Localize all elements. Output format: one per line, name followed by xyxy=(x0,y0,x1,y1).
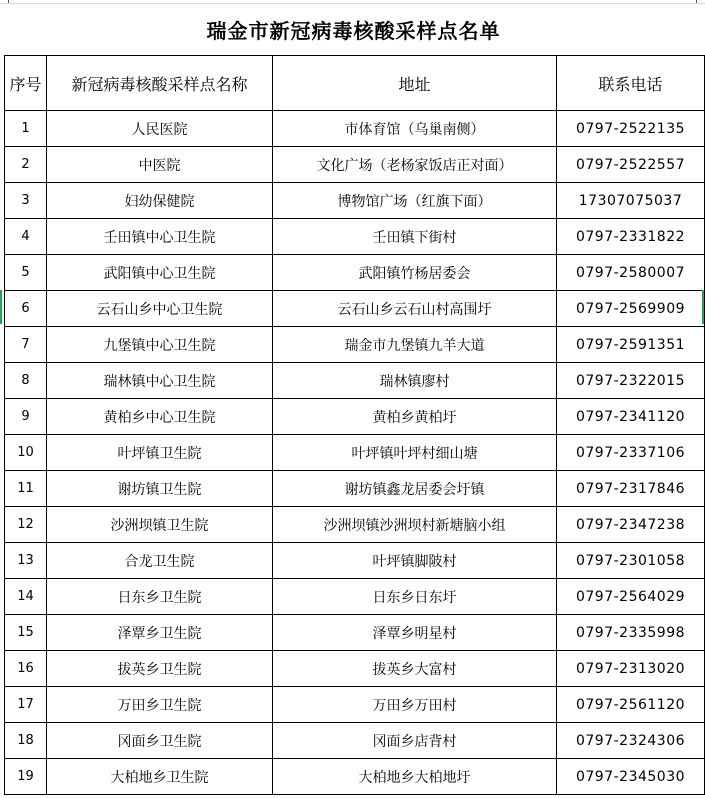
cell-index[interactable]: 8 xyxy=(5,363,47,399)
cell-site-name[interactable]: 中医院 xyxy=(47,147,273,183)
cell-phone[interactable]: 0797-2313020 xyxy=(557,651,705,687)
cell-phone[interactable]: 0797-2522135 xyxy=(557,111,705,147)
cell-site-name[interactable]: 合龙卫生院 xyxy=(47,543,273,579)
cell-site-name[interactable]: 黄柏乡中心卫生院 xyxy=(47,399,273,435)
table-row xyxy=(5,435,705,471)
cell-phone[interactable]: 0797-2301058 xyxy=(557,543,705,579)
header-index[interactable]: 序号 xyxy=(5,56,47,111)
table-row xyxy=(5,327,705,363)
cell-address[interactable]: 云石山乡云石山村高围圩 xyxy=(273,291,557,327)
cell-phone[interactable]: 0797-2580007 xyxy=(557,255,705,291)
cell-address[interactable]: 瑞林镇廖村 xyxy=(273,363,557,399)
cell-address[interactable]: 博物馆广场（红旗下面） xyxy=(273,183,557,219)
cell-phone[interactable]: 0797-2347238 xyxy=(557,507,705,543)
cell-site-name[interactable]: 瑞林镇中心卫生院 xyxy=(47,363,273,399)
cell-address[interactable]: 瑞金市九堡镇九羊大道 xyxy=(273,327,557,363)
cell-phone[interactable]: 0797-2317846 xyxy=(557,471,705,507)
cell-phone[interactable]: 0797-2345030 xyxy=(557,759,705,795)
table-row xyxy=(5,291,705,327)
table-row xyxy=(5,507,705,543)
cell-address[interactable]: 壬田镇下街村 xyxy=(273,219,557,255)
table-row xyxy=(5,651,705,687)
cell-address[interactable]: 沙洲坝镇沙洲坝村新塘脑小组 xyxy=(273,507,557,543)
header-address[interactable]: 地址 xyxy=(273,56,557,111)
cell-site-name[interactable]: 壬田镇中心卫生院 xyxy=(47,219,273,255)
table-row xyxy=(5,471,705,507)
cell-phone[interactable]: 0797-2522557 xyxy=(557,147,705,183)
cell-phone[interactable]: 0797-2335998 xyxy=(557,615,705,651)
cell-index[interactable]: 10 xyxy=(5,435,47,471)
table-row xyxy=(5,615,705,651)
cell-site-name[interactable]: 武阳镇中心卫生院 xyxy=(47,255,273,291)
table-row xyxy=(5,363,705,399)
cell-phone[interactable]: 0797-2341120 xyxy=(557,399,705,435)
table-row xyxy=(5,111,705,147)
cell-address[interactable]: 文化广场（老杨家饭店正对面） xyxy=(273,147,557,183)
cell-index[interactable]: 13 xyxy=(5,543,47,579)
cell-index[interactable]: 11 xyxy=(5,471,47,507)
cell-site-name[interactable]: 泽覃乡卫生院 xyxy=(47,615,273,651)
table-row xyxy=(5,687,705,723)
table-row xyxy=(5,759,705,795)
column-divider xyxy=(696,0,697,3)
column-divider xyxy=(8,0,9,3)
selected-row-marker-right xyxy=(702,290,704,324)
cell-address[interactable]: 冈面乡店背村 xyxy=(273,723,557,759)
cell-phone[interactable]: 0797-2561120 xyxy=(557,687,705,723)
cell-address[interactable]: 万田乡万田村 xyxy=(273,687,557,723)
cell-address[interactable]: 日东乡日东圩 xyxy=(273,579,557,615)
cell-index[interactable]: 7 xyxy=(5,327,47,363)
table-header-row xyxy=(5,56,705,111)
cell-site-name[interactable]: 九堡镇中心卫生院 xyxy=(47,327,273,363)
cell-address[interactable]: 谢坊镇鑫龙居委会圩镇 xyxy=(273,471,557,507)
cell-address[interactable]: 叶坪镇脚陂村 xyxy=(273,543,557,579)
cell-index[interactable]: 16 xyxy=(5,651,47,687)
cell-site-name[interactable]: 谢坊镇卫生院 xyxy=(47,471,273,507)
cell-address[interactable]: 拔英乡大富村 xyxy=(273,651,557,687)
table-row xyxy=(5,183,705,219)
cell-address[interactable]: 叶坪镇叶坪村细山塘 xyxy=(273,435,557,471)
cell-index[interactable]: 1 xyxy=(5,111,47,147)
cell-index[interactable]: 14 xyxy=(5,579,47,615)
cell-phone[interactable]: 0797-2324306 xyxy=(557,723,705,759)
table-row xyxy=(5,579,705,615)
cell-index[interactable]: 5 xyxy=(5,255,47,291)
cell-phone[interactable]: 0797-2322015 xyxy=(557,363,705,399)
cell-phone[interactable]: 0797-2337106 xyxy=(557,435,705,471)
cell-index[interactable]: 12 xyxy=(5,507,47,543)
cell-site-name[interactable]: 叶坪镇卫生院 xyxy=(47,435,273,471)
cell-site-name[interactable]: 人民医院 xyxy=(47,111,273,147)
cell-index[interactable]: 6 xyxy=(5,291,47,327)
cell-site-name[interactable]: 妇幼保健院 xyxy=(47,183,273,219)
cell-phone[interactable]: 0797-2331822 xyxy=(557,219,705,255)
table-row xyxy=(5,543,705,579)
table-row xyxy=(5,147,705,183)
cell-site-name[interactable]: 日东乡卫生院 xyxy=(47,579,273,615)
header-site-name[interactable]: 新冠病毒核酸采样点名称 xyxy=(47,56,273,111)
cell-phone[interactable]: 0797-2591351 xyxy=(557,327,705,363)
cell-address[interactable]: 泽覃乡明星村 xyxy=(273,615,557,651)
cell-index[interactable]: 2 xyxy=(5,147,47,183)
cell-index[interactable]: 15 xyxy=(5,615,47,651)
cell-index[interactable]: 9 xyxy=(5,399,47,435)
cell-index[interactable]: 19 xyxy=(5,759,47,795)
cell-address[interactable]: 大柏地乡大柏地圩 xyxy=(273,759,557,795)
cell-site-name[interactable]: 冈面乡卫生院 xyxy=(47,723,273,759)
cell-phone[interactable]: 0797-2564029 xyxy=(557,579,705,615)
table-row xyxy=(5,723,705,759)
cell-address[interactable]: 武阳镇竹杨居委会 xyxy=(273,255,557,291)
cell-index[interactable]: 17 xyxy=(5,687,47,723)
table-row xyxy=(5,399,705,435)
cell-site-name[interactable]: 大柏地乡卫生院 xyxy=(47,759,273,795)
cell-site-name[interactable]: 云石山乡中心卫生院 xyxy=(47,291,273,327)
sheet-title: 瑞金市新冠病毒核酸采样点名单 xyxy=(206,18,501,43)
selected-row-marker xyxy=(0,290,2,324)
header-phone[interactable]: 联系电话 xyxy=(557,56,705,111)
table-row xyxy=(5,255,705,291)
cell-site-name[interactable]: 拔英乡卫生院 xyxy=(47,651,273,687)
cell-site-name[interactable]: 沙洲坝镇卫生院 xyxy=(47,507,273,543)
cell-phone[interactable]: 0797-2569909 xyxy=(557,291,705,327)
cell-index[interactable]: 18 xyxy=(5,723,47,759)
sampling-sites-table xyxy=(4,55,705,795)
cell-index[interactable]: 4 xyxy=(5,219,47,255)
cell-address[interactable]: 市体育馆（乌巢南侧） xyxy=(273,111,557,147)
cell-phone[interactable]: 17307075037 xyxy=(557,183,705,219)
cell-site-name[interactable]: 万田乡卫生院 xyxy=(47,687,273,723)
cell-address[interactable]: 黄柏乡黄柏圩 xyxy=(273,399,557,435)
cell-index[interactable]: 3 xyxy=(5,183,47,219)
table-row xyxy=(5,219,705,255)
